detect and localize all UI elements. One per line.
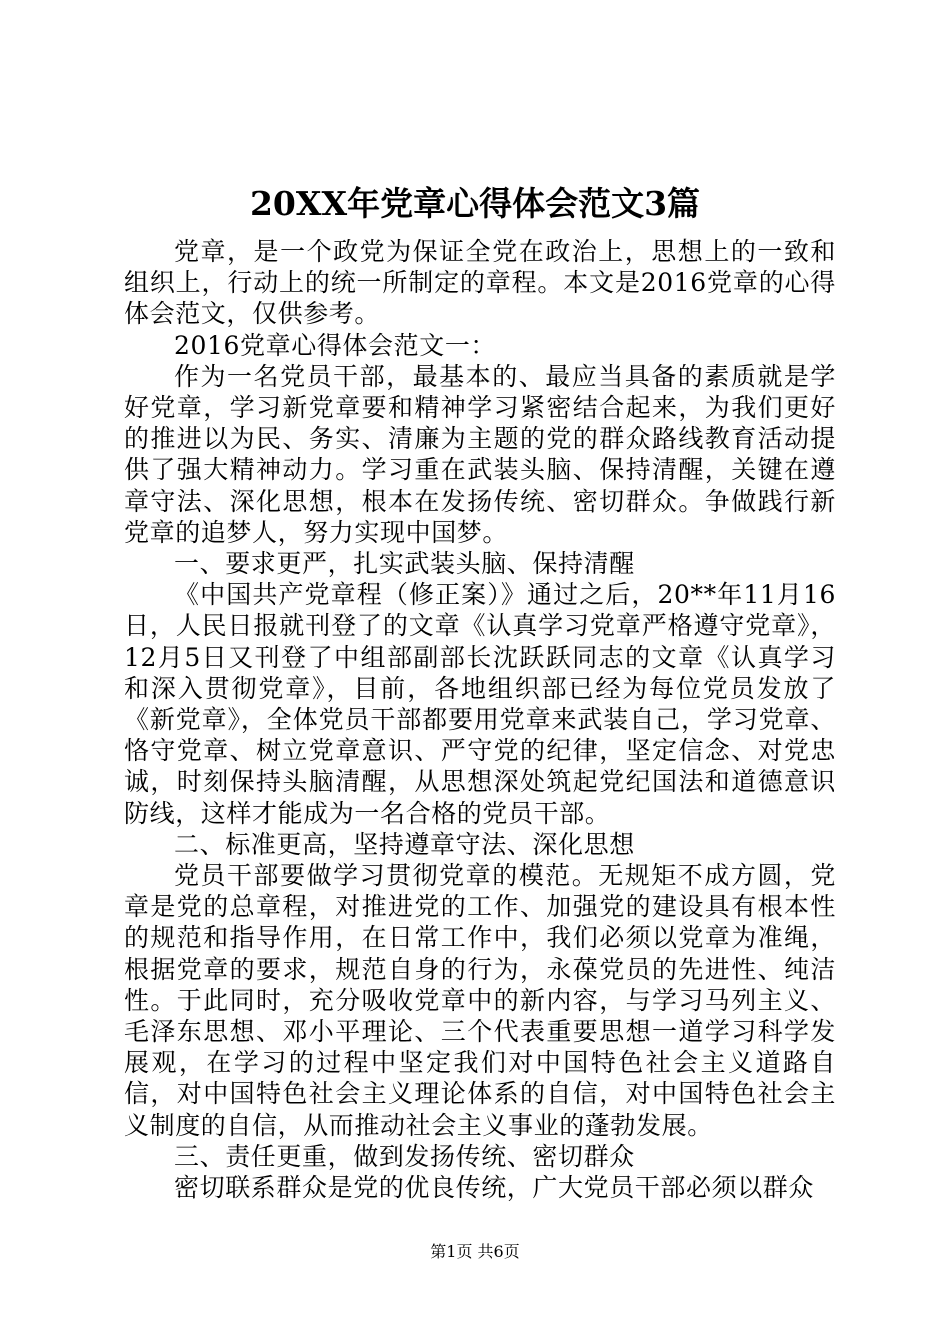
body-paragraph: 密切联系群众是党的优良传统，广大党员干部必须以群众 <box>174 1173 815 1203</box>
section-heading-sample-one: 2016党章心得体会范文一： <box>174 330 497 360</box>
page-footer: 第1页 共6页 <box>430 1242 520 1261</box>
section-heading-one: 一、要求更严，扎实武装头脑、保持清醒 <box>174 549 635 579</box>
intro-paragraph: 党章，是一个政党为保证全党在政治上，思想上的一致和组织上，行动上的统一所制定的章程。本文是2016党章的心得体会范文，仅供参考。 <box>124 237 836 329</box>
body-paragraph: 《中国共产党章程（修正案）》通过之后，20**年11月16日，人民日报就刊登了的文章《认真学习党章严格遵守党章》，12月5日又刊登了中组部副部长沈跃跃同志的文章《认真学习和深入贯彻党章》，目前，各地组织部已经为每位党员发放了《新党章》，全体党员干部都要用党章来武装自己，学习党章、恪守党章、树立党章意识、严守党的纪律，坚定信念、对党忠诚，时刻保持头脑清醒，从思想深处筑起党纪国法和道德意识防线，这样才能成为一名合格的党员干部。 <box>124 580 836 828</box>
section-heading-three: 三、责任更重，做到发扬传统、密切群众 <box>174 1141 635 1171</box>
body-paragraph: 党员干部要做学习贯彻党章的模范。无规矩不成方圆，党章是党的总章程，对推进党的工作、加强党的建设具有根本性的规范和指导作用，在日常工作中，我们必须以党章为准绳，根据党章的要求，规范自身的行为，永葆党员的先进性、纯洁性。于此同时，充分吸收党章中的新内容，与学习马列主义、毛泽东思想、邓小平理论、三个代表重要思想一道学习科学发展观，在学习的过程中坚定我们对中国特色社会主义道路自信，对中国特色社会主义理论体系的自信，对中国特色社会主义制度的自信，从而推动社会主义事业的蓬勃发展。 <box>124 861 836 1140</box>
section-heading-two: 二、标准更高，坚持遵章守法、深化思想 <box>174 829 635 859</box>
document-title: 20XX年党章心得体会范文3篇 <box>249 184 701 223</box>
document-body <box>124 236 836 1203</box>
body-paragraph: 作为一名党员干部，最基本的、最应当具备的素质就是学好党章，学习新党章要和精神学习紧密结合起来，为我们更好的推进以为民、务实、清廉为主题的党的群众路线教育活动提供了强大精神动力。学习重在武装头脑、保持清醒，关键在遵章守法、深化思想，根本在发扬传统、密切群众。争做践行新党章的追梦人，努力实现中国梦。 <box>124 361 836 547</box>
